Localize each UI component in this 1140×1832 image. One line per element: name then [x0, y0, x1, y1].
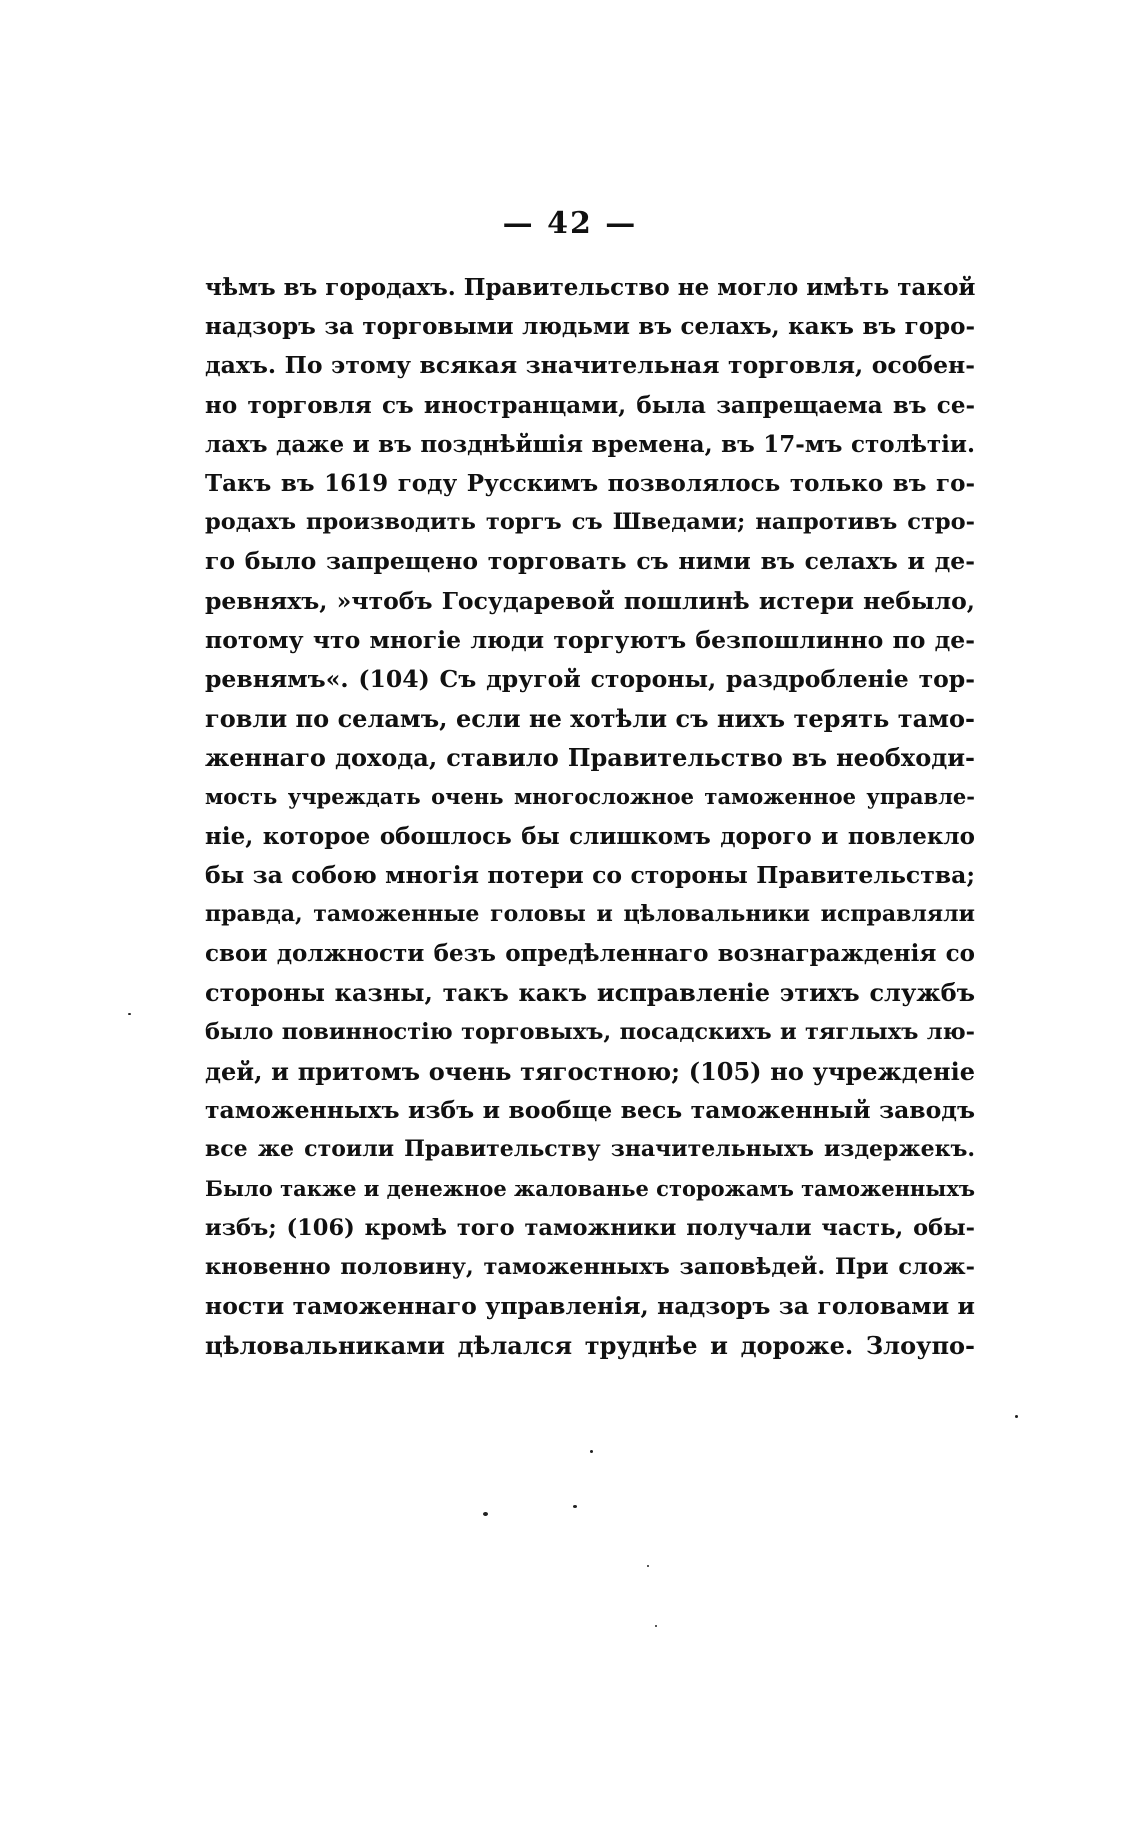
scan-speck: [483, 1512, 488, 1516]
text-line: но торговля съ иностранцами, была запрещаема въ се-: [205, 391, 975, 419]
page-number: — 42 —: [502, 206, 638, 241]
scan-speck: [655, 1625, 657, 1627]
text-line: женнаго дохода, ставило Правительство въ необходи-: [205, 743, 975, 773]
text-line: го было запрещено торговать съ ними въ селахъ и де-: [205, 547, 975, 576]
text-line: свои должности безъ опредѣленнаго вознагражденія со: [205, 940, 975, 968]
text-line: чѣмъ въ городахъ. Правительство не могло имѣть такой: [205, 274, 976, 301]
text-line: ревняхъ, »чтобъ Государевой пошлинѣ истери небыло,: [205, 586, 975, 615]
text-line: правда, таможенные головы и цѣловальники исправляли: [205, 901, 975, 927]
text-line: мость учреждать очень многосложное таможенное управле-: [205, 784, 975, 810]
text-line: Было также и денежное жалованье сторожамъ таможенныхъ: [205, 1176, 975, 1202]
text-line: Такъ въ 1619 году Русскимъ позволялось только въ го-: [205, 469, 975, 497]
text-line: лахъ даже и въ позднѣйшія времена, въ 17-мъ столѣтіи.: [205, 430, 975, 458]
text-line: говли по селамъ, если не хотѣли съ нихъ терять тамо-: [205, 704, 975, 734]
text-line: ніе, которое обошлось бы слишкомъ дорого и повлекло: [205, 822, 975, 850]
scan-speck: [573, 1505, 577, 1508]
body-text: [205, 268, 975, 1365]
scan-speck: [1015, 1415, 1018, 1418]
text-line: было повинностію торговыхъ, посадскихъ и тяглыхъ лю-: [205, 1018, 975, 1045]
text-line: таможенныхъ избъ и вообще весь таможенный заводъ: [205, 1095, 975, 1124]
text-line: стороны казны, такъ какъ исправленіе этихъ службъ: [205, 978, 975, 1008]
text-line: все же стоили Правительству значительныхъ издержекъ.: [205, 1136, 975, 1163]
text-line: ревнямъ«. (104) Съ другой стороны, раздробленіе тор-: [205, 664, 975, 693]
text-line: потому что многіе люди торгуютъ безпошлинно по де-: [205, 625, 975, 654]
text-line: ности таможеннаго управленія, надзоръ за головами и: [205, 1291, 975, 1320]
text-line: надзоръ за торговыми людьми въ селахъ, какъ въ горо-: [205, 313, 975, 341]
scan-speck: [590, 1450, 593, 1453]
text-line: избъ; (106) кромѣ того таможники получали часть, обы-: [205, 1214, 975, 1241]
text-line: бы за собою многія потери со стороны Правительства;: [205, 860, 975, 889]
text-line: цѣловальниками дѣлался труднѣе и дороже. Злоупо-: [205, 1331, 975, 1361]
text-line: дахъ. По этому всякая значительная торговля, особен-: [205, 351, 975, 380]
text-line: родахъ производить торгъ съ Шведами; напротивъ стро-: [205, 509, 975, 536]
scan-speck: [128, 1013, 131, 1015]
text-line: кновенно половину, таможенныхъ заповѣдей. При слож-: [205, 1253, 975, 1280]
text-line: дей, и притомъ очень тягостною; (105) но учрежденіе: [205, 1056, 975, 1086]
scan-speck: [647, 1565, 649, 1567]
